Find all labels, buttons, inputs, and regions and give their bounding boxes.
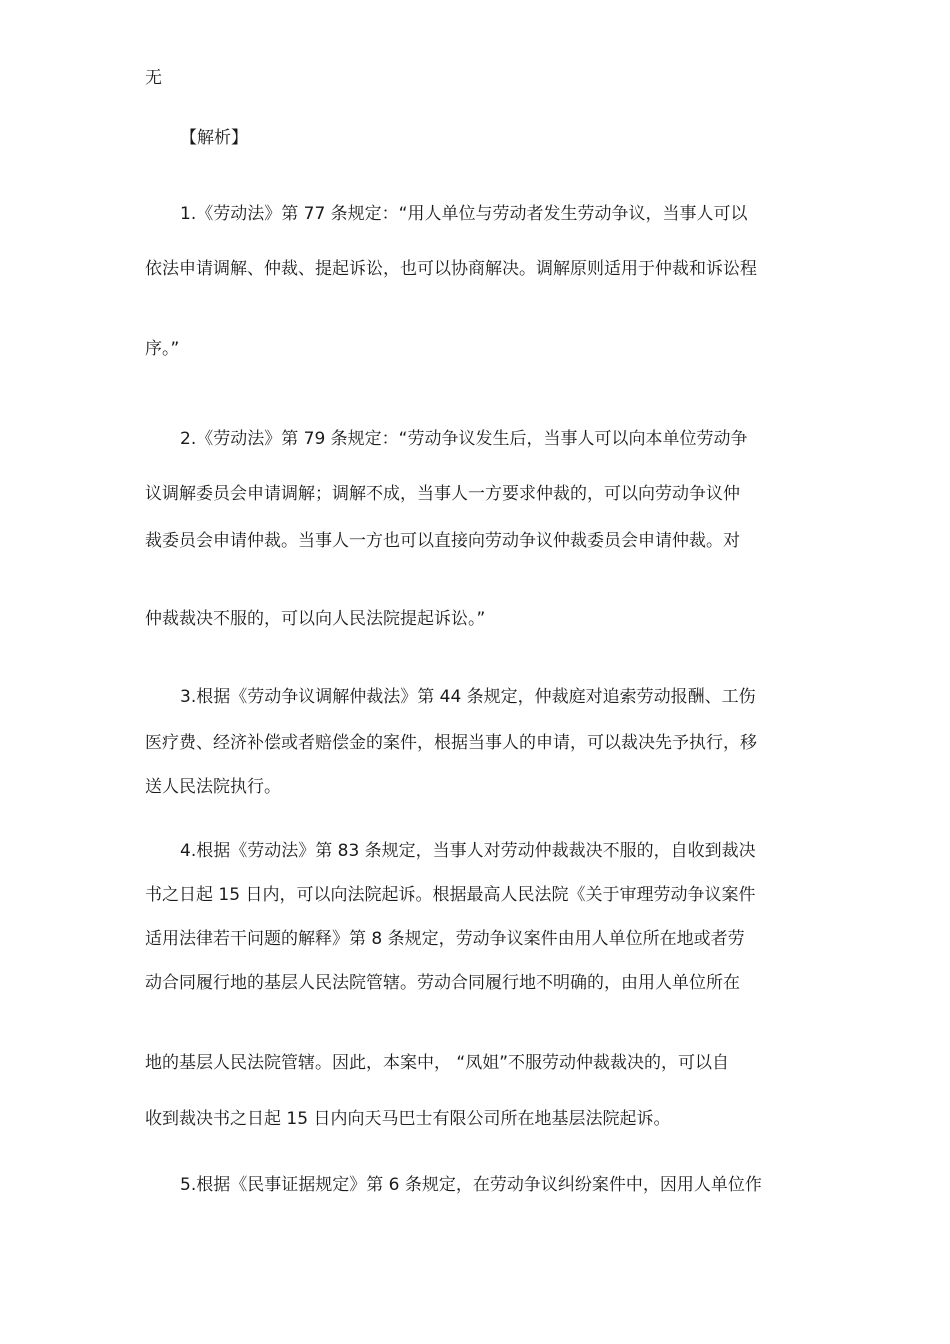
paragraph-4-line-1: 4.根据《劳动法》第 83 条规定，当事人对劳动仲裁裁决不服的，自收到裁决 [180,841,756,861]
paragraph-4-line-5: 地的基层人民法院管辖。因此，本案中， “凤姐”不服劳动仲裁裁决的，可以自 [145,1053,730,1073]
paragraph-2-line-2: 议调解委员会申请调解；调解不成，当事人一方要求仲裁的，可以向劳动争议仲 [145,484,740,504]
paragraph-4-line-6: 收到裁决书之日起 15 日内向天马巴士有限公司所在地基层法院起诉。 [145,1109,671,1129]
paragraph-3-line-2: 医疗费、经济补偿或者赔偿金的案件，根据当事人的申请，可以裁决先予执行，移 [145,733,757,753]
analysis-heading: 【解析】 [180,128,248,148]
paragraph-4-line-2: 书之日起 15 日内，可以向法院起诉。根据最高人民法院《关于审理劳动争议案件 [145,885,756,905]
answer-text: 无 [145,68,162,88]
paragraph-2-line-4: 仲裁裁决不服的，可以向人民法院提起诉讼。” [145,609,486,629]
paragraph-2-line-1: 2.《劳动法》第 79 条规定：“劳动争议发生后，当事人可以向本单位劳动争 [180,429,748,449]
paragraph-4-line-4: 动合同履行地的基层人民法院管辖。劳动合同履行地不明确的，由用人单位所在 [145,973,740,993]
paragraph-5-line-1: 5.根据《民事证据规定》第 6 条规定，在劳动争议纠纷案件中，因用人单位作 [180,1175,762,1195]
paragraph-1-line-1: 1.《劳动法》第 77 条规定：“用人单位与劳动者发生劳动争议，当事人可以 [180,204,748,224]
paragraph-4-line-3: 适用法律若干问题的解释》第 8 条规定，劳动争议案件由用人单位所在地或者劳 [145,929,745,949]
paragraph-1-line-2: 依法申请调解、仲裁、提起诉讼，也可以协商解决。调解原则适用于仲裁和诉讼程 [145,259,757,279]
paragraph-1-line-3: 序。” [145,339,180,359]
paragraph-2-line-3: 裁委员会申请仲裁。当事人一方也可以直接向劳动争议仲裁委员会申请仲裁。对 [145,531,740,551]
paragraph-3-line-3: 送人民法院执行。 [145,777,281,797]
paragraph-3-line-1: 3.根据《劳动争议调解仲裁法》第 44 条规定，仲裁庭对追索劳动报酬、工伤 [180,687,756,707]
